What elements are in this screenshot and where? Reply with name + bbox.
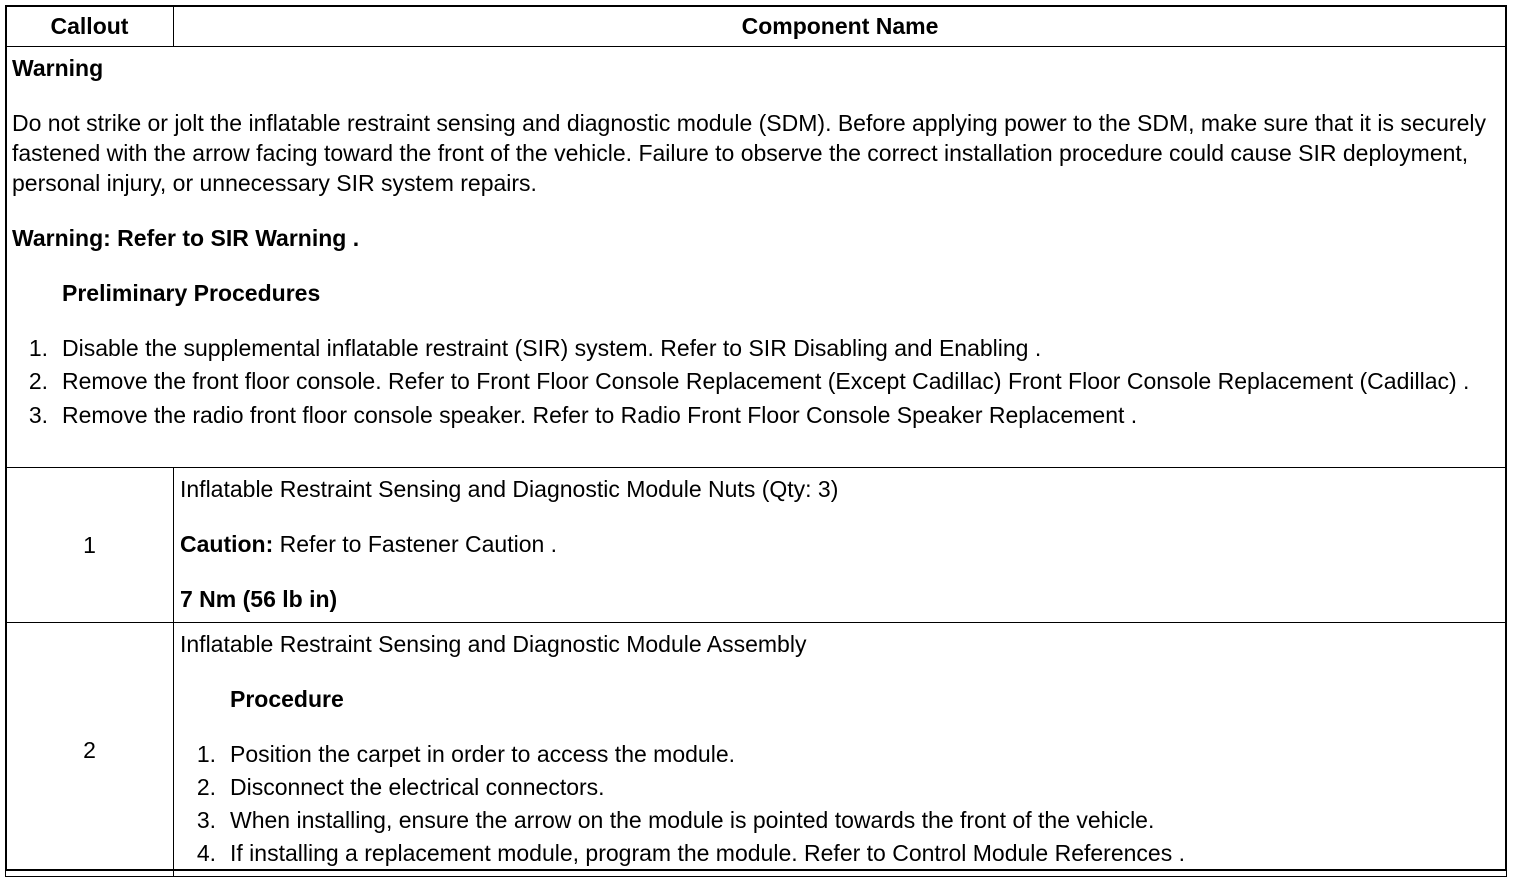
procedure-title: Procedure [230, 686, 344, 712]
caution-label: Caution: [180, 531, 274, 557]
list-item: 3. When installing, ensure the arrow on the module is pointed towards the front of the vehicle. [196, 807, 1155, 833]
component-name: Inflatable Restraint Sensing and Diagnostic Module Nuts (Qty: 3) [180, 476, 839, 502]
list-item: 1. Disable the supplemental inflatable restraint (SIR) system. Refer to SIR Disabling and Enabling . [28, 335, 1042, 361]
torque-spec: 7 Nm (56 lb in) [180, 586, 338, 612]
header-row [6, 6, 1507, 47]
component-table [5, 5, 1507, 877]
component-name-header: Component Name [174, 6, 1507, 47]
callout-number: 2 [6, 623, 174, 877]
step-text: Remove the radio front floor console speaker. Refer to Radio Front Floor Console Speaker Replacement . [62, 402, 1138, 428]
step-text: Position the carpet in order to access the module. [230, 741, 736, 767]
step-text: Disable the supplemental inflatable restraint (SIR) system. Refer to SIR Disabling and Enabling . [62, 335, 1042, 361]
list-item: 2. Remove the front floor console. Refer to Front Floor Console Replacement (Except Cadillac) Front Floor Console Replacement (Cadillac) . [28, 368, 1470, 394]
caution-line [180, 529, 1500, 559]
step-text: If installing a replacement module, program the module. Refer to Control Module References . [230, 840, 1185, 866]
preliminary-steps [12, 333, 1500, 430]
callout-number: 1 [6, 468, 174, 623]
list-item: 3. Remove the radio front floor console speaker. Refer to Radio Front Floor Console Speaker Replacement . [28, 402, 1138, 428]
step-text: Remove the front floor console. Refer to Front Floor Console Replacement (Except Cadillac) Front Floor Console Replacement (Cadillac) . [62, 368, 1470, 394]
component-cell [174, 623, 1507, 877]
component-cell [174, 468, 1507, 623]
step-text: When installing, ensure the arrow on the module is pointed towards the front of the vehicle. [230, 807, 1155, 833]
list-item: 4. If installing a replacement module, program the module. Refer to Control Module References . [196, 840, 1185, 866]
procedure-steps [180, 739, 1500, 868]
table-row [6, 623, 1507, 877]
caution-text: Refer to Fastener Caution . [273, 531, 558, 557]
list-item: 1. Position the carpet in order to access the module. [196, 741, 736, 767]
table-row [6, 468, 1507, 623]
warning-reference: Warning: Refer to SIR Warning . [12, 225, 360, 251]
callout-header: Callout [6, 6, 174, 47]
preliminary-procedures-title: Preliminary Procedures [62, 280, 321, 306]
step-text: Disconnect the electrical connectors. [230, 774, 605, 800]
warning-text: Do not strike or jolt the inflatable restraint sensing and diagnostic module (SDM). Before applying power to the SDM, make sure that it is securely fastened with the arrow facing toward the front of the vehicle. Failure to observe the correct installation procedure could cause SIR deployment, personal injury, or unnecessary SIR system repairs. [12, 110, 1486, 196]
preliminary-row [6, 47, 1507, 468]
list-item: 2. Disconnect the electrical connectors. [196, 774, 605, 800]
component-name: Inflatable Restraint Sensing and Diagnostic Module Assembly [180, 631, 807, 657]
preliminary-cell [6, 47, 1507, 468]
warning-title: Warning [12, 55, 104, 81]
